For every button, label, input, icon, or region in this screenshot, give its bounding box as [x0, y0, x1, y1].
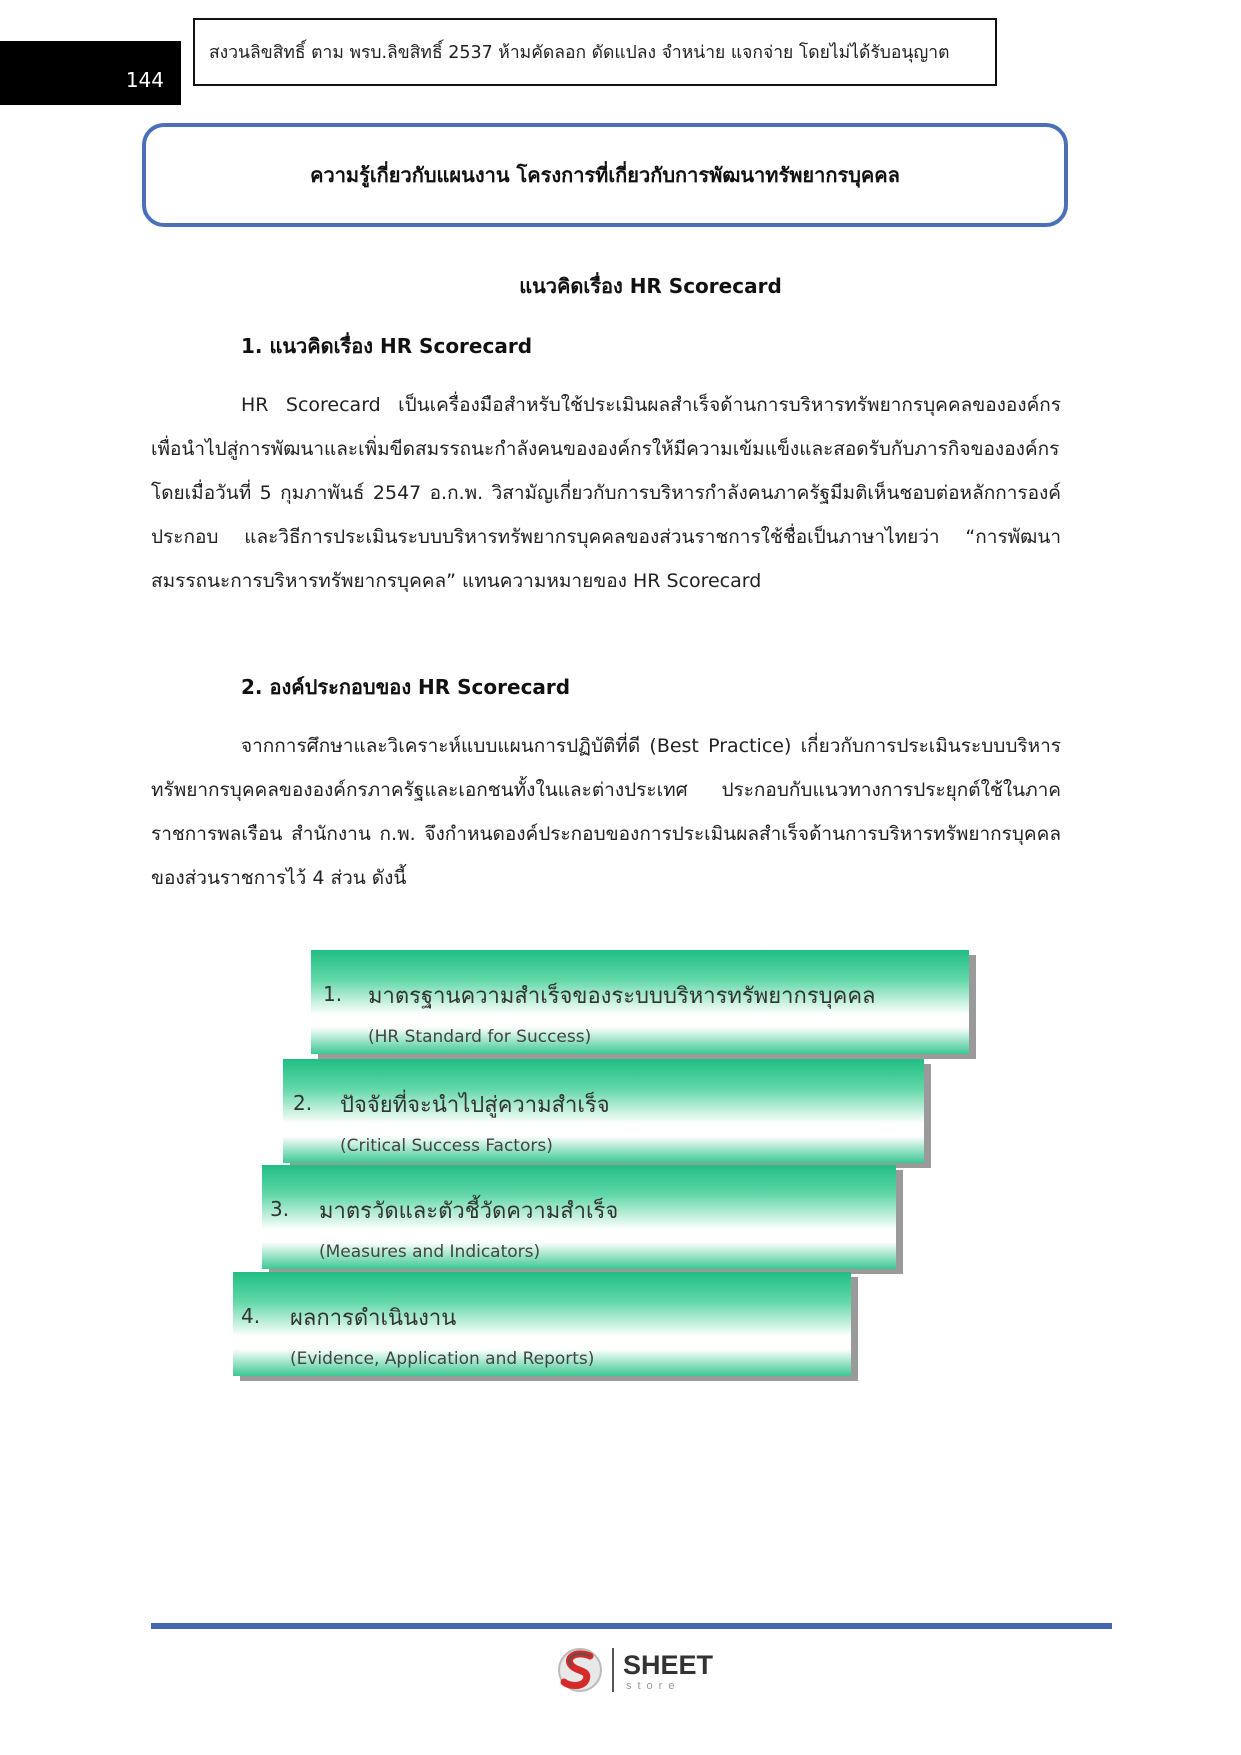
step-3-card — [262, 1165, 896, 1269]
subtitle: แนวคิดเรื่อง HR Scorecard — [519, 274, 782, 298]
logo-wordmark: SHEET — [623, 1650, 714, 1680]
step-4-thai-label: ผลการดำเนินงาน — [290, 1306, 457, 1331]
step-2-english-label: (Critical Success Factors) — [340, 1136, 553, 1156]
step-2-card — [283, 1059, 924, 1163]
section-1-heading: 1. แนวคิดเรื่อง HR Scorecard — [241, 334, 533, 358]
page-number: 144 — [0, 41, 181, 105]
step-1-thai-label: มาตรฐานความสำเร็จของระบบบริหารทรัพยากรบุคคล — [368, 984, 876, 1009]
copyright-notice: สงวนลิขสิทธิ์ ตาม พรบ.ลิขสิทธิ์ 2537 ห้ามคัดลอก ดัดแปลง จำหน่าย แจกจ่าย โดยไม่ได้รับอนุญาต — [193, 18, 997, 86]
section-2-heading: 2. องค์ประกอบของ HR Scorecard — [241, 675, 571, 699]
step-1-number: 1. — [323, 982, 343, 1006]
step-2-number: 2. — [293, 1091, 313, 1115]
step-4-number: 4. — [241, 1304, 261, 1328]
step-3-thai-label: มาตรวัดและตัวชี้วัดความสำเร็จ — [319, 1199, 619, 1224]
footer-divider — [151, 1623, 1112, 1629]
logo-separator — [612, 1648, 614, 1692]
step-1-english-label: (HR Standard for Success) — [368, 1027, 592, 1047]
step-1-card — [311, 950, 969, 1054]
step-3-english-label: (Measures and Indicators) — [319, 1242, 541, 1262]
step-4-english-label: (Evidence, Application and Reports) — [290, 1349, 595, 1369]
section-2-body: จากการศึกษาและวิเคราะห์แบบแผนการปฏิบัติที่ดี (Best Practice) เกี่ยวกับการประเมินระบบบริหารทรัพยากรบุคคลขององค์กรภาครัฐและเอกชนทั้งในและต่างประเทศ ประกอบกับแนวทางการประยุกต์ใช้ในภาคราชการพลเรือน สำนักงาน ก.พ. จึงกำหนดองค์ประกอบของการประเมินผลสำเร็จด้านการบริหารทรัพยากรบุคคลของส่วนราชการไว้ 4 ส่วน ดังนี้ — [151, 735, 1061, 889]
step-4-card — [233, 1272, 851, 1376]
page-title: ความรู้เกี่ยวกับแผนงาน โครงการที่เกี่ยวกับการพัฒนาทรัพยากรบุคคล — [310, 163, 900, 187]
step-3-number: 3. — [270, 1197, 290, 1221]
section-1-body: HR Scorecard เป็นเครื่องมือสำหรับใช้ประเมินผลสำเร็จด้านการบริหารทรัพยากรบุคคลขององค์กร เพื่อนำไปสู่การพัฒนาและเพิ่มขีดสมรรถนะกำลังคนขององค์กรให้มีความเข้มแข็งและสอดรับกับภารกิจขององค์กร โดยเมื่อวันที่ 5 กุมภาพันธ์ 2547 อ.ก.พ. วิสามัญเกี่ยวกับการบริหารกำลังคนภาครัฐมีมติเห็นชอบต่อหลักการองค์ประกอบ และวิธีการประเมินระบบบริหารทรัพยากรบุคคลของส่วนราชการใช้ชื่อเป็นภาษาไทยว่า “การพัฒนาสมรรถนะการบริหารทรัพยากรบุคคล” แทนความหมายของ HR Scorecard — [151, 394, 1061, 592]
logo-subtext: store — [626, 1680, 681, 1692]
step-2-thai-label: ปัจจัยที่จะนำไปสู่ความสำเร็จ — [340, 1093, 610, 1118]
page-title-box — [142, 123, 1068, 227]
